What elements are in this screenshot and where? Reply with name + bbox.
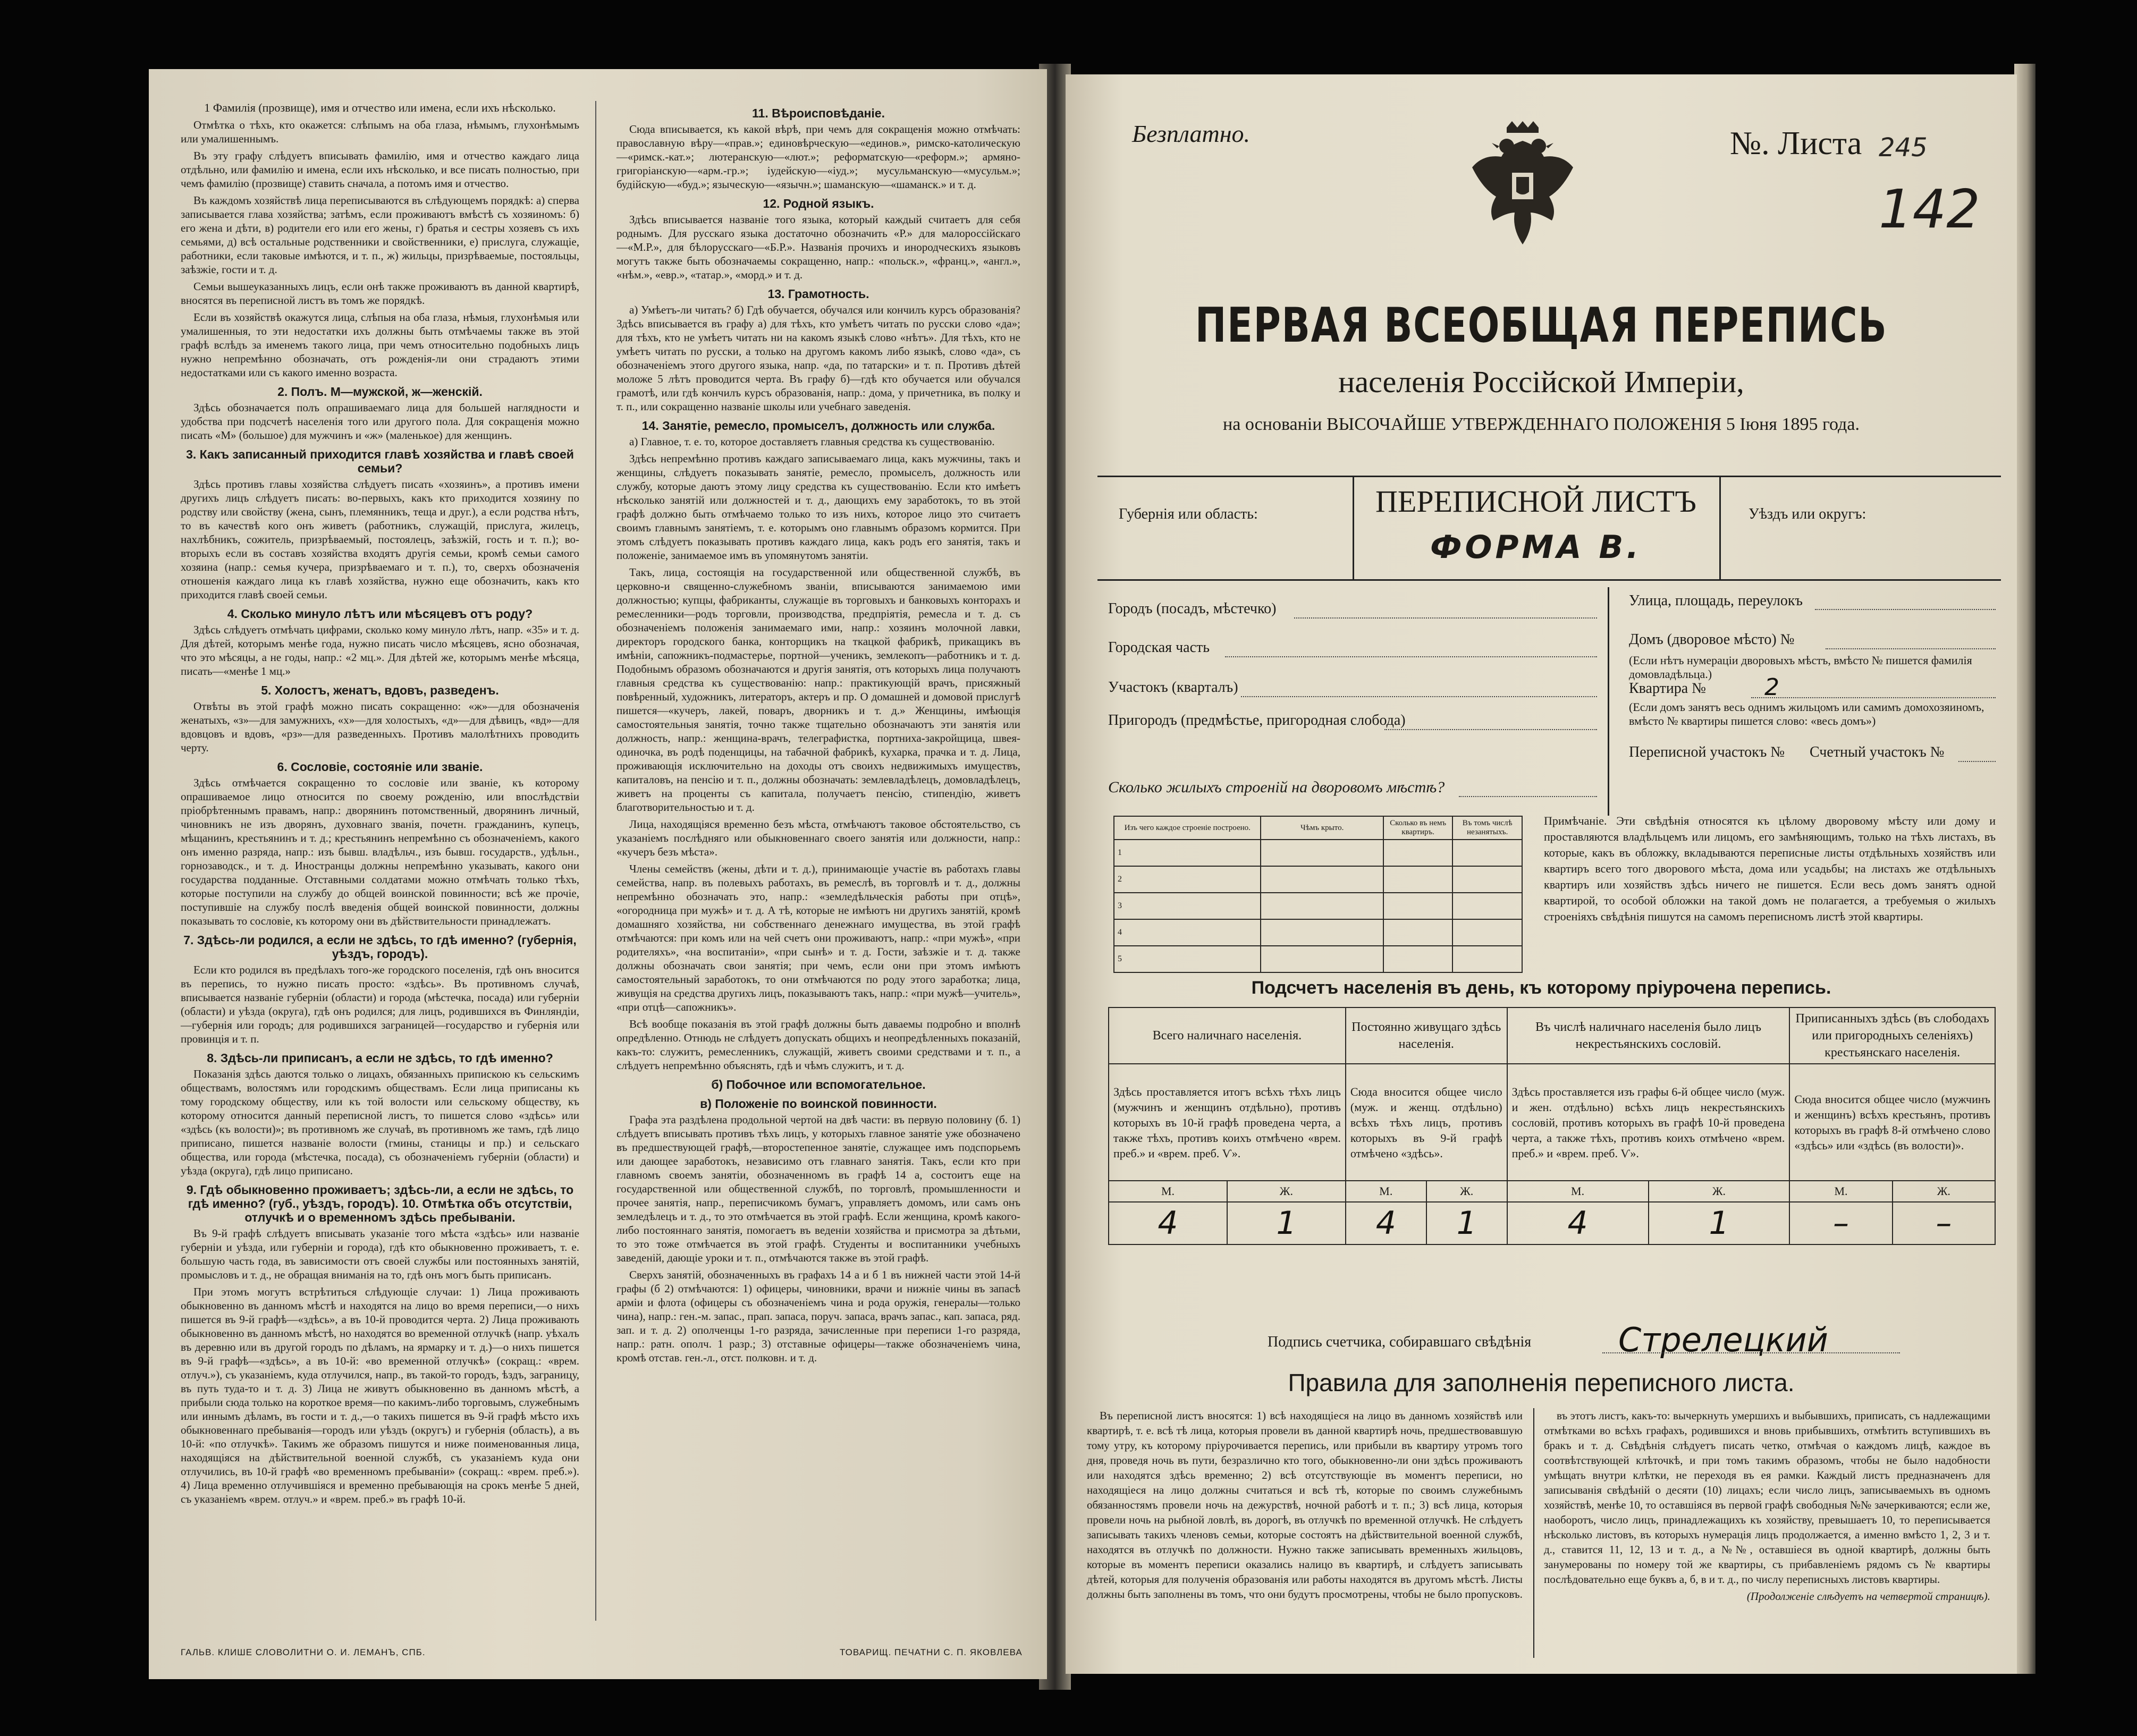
apartment-label: Квартира № <box>1629 680 1706 697</box>
paragraph: 1 Фамилія (прозвище), имя и отчество или имена, если ихъ нѣсколько. <box>204 101 556 114</box>
paragraph: Здѣсь обозначается полъ опрашиваемаго лица для большей наглядности и удобства при подсчетѣ населенія того или другого пола. Для сокращенія можно писать «М» (большое) для мужчинъ и «ж» (маленькое) для женщинъ. <box>181 401 579 442</box>
paragraph: Сюда вписывается, къ какой вѣрѣ, при чемъ для сокращенія можно отмѣчать: православную вѣру—«прав.»; единовѣрческую—«единов.», римско-католическую—«римск.-кат.»; лютеранскую—«лют.»; реформатскую—«реформ.»; армяно-григоріанскую—«арм.-гр.»; іудейскую—«іуд.»; мусульманскую—«мусульм.»; будійскую—«буд.»; языческую—«язычн.»; шаманскую—«шаманск.» и т. д. <box>616 123 1020 191</box>
count-header-row <box>1109 1007 1995 1064</box>
section-heading: в) Положеніе по воинской повинности. <box>700 1097 937 1111</box>
paragraph: Въ эту графу слѣдуетъ вписывать фамилію, имя и отчество каждаго лица отдѣльно, или фамилію и имена, если ихъ нѣсколько, и все писать полностью, при чемъ фамилію (прозвище) ставить сначала, а потомъ имя и отчество. <box>181 149 579 190</box>
paragraph: При этомъ могутъ встрѣтиться слѣдующіе случаи: 1) Лица проживають обыкновенно въ данномъ мѣстѣ и находятся на лицо во время переписи,—о нихъ пишется въ 9-й графѣ—«здѣсь», а въ 10-й проводится черта. 2) Лица проживають обыкновенно въ данномъ мѣстѣ, но находятся во временной отлучкѣ (напр. уѣхалъ въ деревню или въ другой городъ по дѣламъ, на ярмарку и т. д.)—о нихъ пишется въ 9-й графѣ—«здѣсь», а въ 10-й: «во временной отлучкѣ» (сокращ.: «врем. отлуч.»), съ указаніемъ, куда отлучился, напр., въ такой-то городъ, ѣздъ, заграницу, въ путь туда-то и т. д. 3) Лица не живутъ обыкновенно въ данномъ мѣстѣ, а прибыли сюда только на короткое время—по какимъ-либо торговымъ, служебнымъ или иннымъ дѣламъ, въ гости и т. д.,—о такихъ пишется въ 9-й графѣ мѣсто ихъ обыкновеннаго пребыванія—городъ или уѣздъ (округъ) и губернія (область), а въ 10-й: «по отлучкѣ». Такимъ же образомъ пишутся и ниже поименованныя лица, находящіяся на дѣйствительной военной службѣ, съ указаніемъ куда они отлучились, въ 10-й графѣ «во временномъ пребываніи» (сокращ.: «врем. преб.»). 4) Лица временно отлучившіяся и временно пребывающія на срокъ менѣе 5 дней, съ указаніемъ «врем. отлуч.» и «врем. преб.» въ графѣ 10-й. <box>181 1285 579 1505</box>
city-field[interactable] <box>1294 617 1597 619</box>
count-value[interactable]: 4 <box>1109 1202 1227 1244</box>
bld-header-apartments: Сколько въ немъ квартиръ. <box>1383 816 1453 840</box>
district-field[interactable] <box>1241 696 1597 697</box>
table-cell[interactable] <box>1383 946 1453 972</box>
rules-column-left <box>1087 1408 1523 1602</box>
paragraph: Члены семействъ (жены, дѣти и т. д.), принимающіе участіе въ работахъ главы семейства, напр. въ полевыхъ работахъ, въ ремеслѣ, въ торговлѣ и т. д., должны непремѣнно обозначать это, напр.: «земледѣльческія работы при отцѣ», «огородница при мужѣ» и т. д. А тѣ, которые не имѣютъ ни другихъ занятій, кромѣ домашняго хозяйства, ни собственнаго денежнаго имущества, въ этой графѣ отмѣчаются: при комъ или на чей счетъ они проживаютъ, напр.: «при мужѣ», «при родителяхъ», «на воспитаніи», «при сынѣ» и т. д. Гости, заѣзжіе и т. д. также должны обозначать свои занятія; при чемъ, если они при этомъ имѣютъ самостоятельный заработокъ, то они отмѣчаются по роду этого заработка; лица, живущія на средства другихъ лицъ, показываютъ такъ, напр.: «при мужѣ—учитель», «при отцѣ—сапожникъ». <box>616 862 1020 1013</box>
header-rule-top <box>1097 476 2001 477</box>
paragraph: Здѣсь непремѣнно противъ каждаго записываемаго лица, какъ мужчины, такъ и женщины, слѣдуетъ показывать занятіе, ремесло, промыселъ, должность или службу, которые даютъ этому лицу средства къ существованію. Если кто имѣетъ нѣсколько занятій или должностей и т. д., дающихъ ему заработокъ, то въ этой графѣ должно быть отмѣчаемо только то изъ нихъ, которое лицо это считаетъ своимъ главнымъ занятіемъ, т. е. которымъ оно главнымъ образомъ кормится. При этомъ слѣдуетъ показывать противъ каждаго лица, какъ родъ его занятія, такъ и положеніе, занимаемое имъ въ упомянутомъ занятіи. <box>616 452 1020 562</box>
section-heading: 11. Вѣроисповѣданіе. <box>752 106 885 120</box>
table-cell[interactable] <box>1383 919 1453 946</box>
section-heading: 9. Гдѣ обыкновенно проживаетъ; здѣсь-ли, а если не здѣсь, то гдѣ именно? (губ., уѣздъ, городъ). 10. Отмѣтка объ отсутствіи, отлучкѣ и о временномъ здѣсь пребываніи. <box>186 1183 574 1224</box>
count-header-non-peasant: Въ числѣ наличнаго населенія было лицъ некрестьянскихъ сословій. <box>1507 1007 1790 1064</box>
suburb-label: Пригородъ (предмѣстье, пригородная слобода) <box>1108 712 1406 729</box>
row-number: 3 <box>1114 893 1261 919</box>
table-cell[interactable] <box>1261 893 1383 919</box>
section-heading: 13. Грамотность. <box>767 287 869 301</box>
sex-male: М. <box>1507 1181 1649 1202</box>
table-cell[interactable] <box>1261 866 1383 893</box>
paragraph: Такъ, лица, состоящія на государственной или общественной службѣ, въ церковно-и священно-служебномъ званіи, вписываются занимаемою ими должностью; купцы, фабриканты, служащіе въ торговыхъ и банковыхъ конторахъ и ремесленники—родъ торговли, производства, предпріятія, ремесла и т. д. съ обозначеніемъ положенія занимаемаго ими, напр.: хозяинъ молочной лавки, директоръ городского банка, конторщикъ на ткацкой фабрикѣ, прикащикъ въ имѣніи, сапожникъ-подмастерье, портной—ученикъ, землекопъ—работникъ и т. д. Подобнымъ образомъ обозначаются и другія занятія, отъ которыхъ лица получаютъ главныя средства къ существованію: напр.: практикующій врачъ, присяжный повѣренный, художникъ, литераторъ, актеръ и пр. О домашней и домовой прислугѣ пишется—«кучеръ, лакей, поваръ, дворникъ и т. д.» Женщины, имѣющія самостоятельныя занятія, точно также тщательно обозначаютъ эти занятія или должность, напр.: женщина-врачъ, телеграфистка, портниха-закройщица, швея-одиночка, въ родѣ поденщицы, на табачной фабрикѣ, кухарка, прачка и т. д. Лица, проживающія исключительно на доходы отъ своихъ недвижимыхъ имуществъ, капиталовъ, на пенсію и т. п., должны обозначать: землевладѣлецъ, домовладѣлецъ, живетъ на проценты съ капитала, получаетъ пенсію, стипендію, живетъ благотворительностью и т. д. <box>616 566 1020 814</box>
census-district-label: Переписной участокъ № <box>1629 744 1785 760</box>
table-row <box>1114 946 1522 972</box>
count-value[interactable]: 1 <box>1649 1202 1790 1244</box>
paragraph: Если кто родился въ предѣлахъ того-же городского поселенія, гдѣ онъ вносится въ перепись, то нужно писать просто: «здѣсь». Въ противномъ случаѣ, вписывается названіе губерніи (области) и города (мѣстечка, посада) или губерніи (области) и уѣзда (округа), гдѣ онъ родился; для лицъ, родившихся въ Финляндіи,—губернія или городъ; для родившихся заграницей—государство и губернія или провинція и т. п. <box>181 963 579 1045</box>
count-district-field[interactable] <box>1958 761 1996 762</box>
section-heading: 8. Здѣсь-ли приписанъ, а если не здѣсь, то гдѣ именно? <box>207 1051 553 1065</box>
right-page <box>1066 74 2017 1674</box>
paragraph: Сверхъ занятій, обозначенныхъ въ графахъ 14 а и б 1 въ нижней части этой 14-й графы (б 2) отмѣчаются: 1) офицеры, чиновники, врачи и нижніе чины въ запасѣ арміи и флота (офицеры съ обозначеніемъ чина и рода оружія, генералы—только чина), напр.: ген.-м. запас., прап. запаса, поруч. запаса, врачъ запас., кап. запаса, ряд. зап. и т. д. 2) ополченцы 1-го разряда, зачисленные при переписи 1-го разряда, напр.: ратн. ополч. 1 разр.; 3) отставные офицеры—также обозначеніемъ чина, кромѣ отстав. ген.-л., отст. полковн. и т. д. <box>616 1268 1020 1364</box>
paragraph: а) Умѣетъ-ли читать? б) Гдѣ обучается, обучался или кончилъ курсъ образованія? Здѣсь вписывается въ графу а) для тѣхъ, кто умѣетъ читать по русски слово «да»; для тѣхъ, кто не умѣетъ читать ни на какомъ языкѣ слово «нѣтъ». Для тѣхъ, кто не умѣетъ читать по русски, а только на другомъ какомъ либо языкѣ, слово «да», съ обозначеніемъ этого другого языка, напр. «да, по татарски» и т. п. Противъ дѣтей моложе 5 лѣтъ проводится черта. Въ графу б)—гдѣ кто обучается или обучался грамотѣ, или гдѣ кончилъ курсъ образованія, напр.: дома, у причетника, въ полку и т. п., или сокращенно названіе школы или учебнаго заведенія. <box>616 303 1020 413</box>
sex-male: М. <box>1346 1181 1426 1202</box>
row-number: 2 <box>1114 866 1261 893</box>
bld-header-material: Изъ чего каждое строеніе построено. <box>1114 816 1261 840</box>
house-label: Домъ (дворовое мѣсто) № <box>1629 631 1795 648</box>
table-cell[interactable] <box>1452 919 1522 946</box>
buildings-question: Сколько жилыхъ строеній на дворовомъ мѣстѣ? <box>1108 778 1445 796</box>
house-note: (Если нѣтъ нумераціи дворовыхъ мѣстъ, вмѣсто № пишется фамилія домовладѣльца.) <box>1629 654 1972 681</box>
paragraph: а) Главное, т. е. то, которое доставляетъ главныя средства къ существованію. <box>629 435 995 448</box>
section-heading: 5. Холостъ, женатъ, вдовъ, разведенъ. <box>261 683 499 697</box>
table-row <box>1114 919 1522 946</box>
section-heading: 4. Сколько минуло лѣтъ или мѣсяцевъ отъ роду? <box>227 607 533 621</box>
section-heading: б) Побочное или вспомогательное. <box>711 1078 926 1091</box>
table-cell[interactable] <box>1383 893 1453 919</box>
paragraph: Здѣсь вписывается названіе того языка, который каждый считаетъ для себя роднымъ. Для русскаго языка достаточно обозначить «Р.» для малороссійскаго—«М.Р.», для бѣлорусскаго—«Б.Р.». Названія прочихъ и инородческихъ языковъ могутъ также быть обозначаемы сокращенно, напр.: «польск.», «франц.», «англ.», «нѣм.», «евр.», «татар.», «морд.» и т. д. <box>616 213 1020 281</box>
paragraph: Графа эта раздѣлена продольной чертой на двѣ части: въ первую половину (б. 1) слѣдуетъ вписывать противъ тѣхъ лицъ, у которыхъ главное занятіе уже обозначено въ предшествующей графѣ,—второстепенное занятіе, служащее имъ подспорьемъ или дающее заработокъ, независимо отъ главнаго занятія. Такъ, если кто при главномъ своемъ занятіи, обозначенномъ въ графѣ 14 а, состоитъ еще на государственной или общественной службѣ, по торговлѣ, промышленности и прочее занятія, напр., переписчикомъ бумагъ, управляетъ домомъ, или самъ онъ земледѣлецъ и т. д., то это отмѣчается въ этой графѣ. Если женщина, кромѣ какого-либо постояннаго занятія, помогаетъ въ веденіи хозяйства и присмотра за дѣтьми, то это тоже отмѣчается въ этой графѣ. Студенты и воспитанники учебныхъ заведеній, дающіе уроки и т. п., отмѣчаются также въ этой графѣ. <box>616 1113 1020 1264</box>
rules-divider <box>1533 1408 1534 1658</box>
city-label: Городъ (посадъ, мѣстечко) <box>1108 600 1277 617</box>
row-number: 5 <box>1114 946 1261 972</box>
address-divider <box>1608 587 1609 816</box>
sex-female: Ж. <box>1893 1181 1995 1202</box>
section-heading: 3. Какъ записанный приходится главѣ хозяйства и главѣ своей семьи? <box>186 447 574 475</box>
count-values-row <box>1109 1202 1995 1244</box>
paragraph: Въ каждомъ хозяйствѣ лица переписываются въ слѣдующемъ порядкѣ: а) сперва записывается глава хозяйства; затѣмъ, если проживаютъ вмѣстѣ съ хозяиномъ: б) его жена и дѣти, в) родители его или его жены, г) братья и сестры хозяевъ съ ихъ семьями, д) всѣ остальные родственники и свойственники, е) прислуга, служащіе, работники, если таковые имѣются, и т. п., ж) жильцы, призрѣваемые, постояльцы, заѣзжіе, гости и т. д. <box>181 194 579 276</box>
sheet-number-handwritten-2: 142 <box>1879 178 1980 240</box>
table-cell[interactable] <box>1452 866 1522 893</box>
table-cell[interactable] <box>1452 840 1522 866</box>
buildings-table <box>1113 816 1523 973</box>
buildings-field[interactable] <box>1459 796 1597 797</box>
count-desc-present: Здѣсь проставляется итогъ всѣхъ тѣхъ лицъ (мужчинъ и женщинъ отдѣльно), противъ которыхъ въ 10-й графѣ проведена черта, а также тѣхъ, противъ коихъ отмѣчено «врем. преб.» и «врем. преб. Ѵ». <box>1109 1064 1346 1181</box>
table-cell[interactable] <box>1452 946 1522 972</box>
count-desc-non-peasant: Здѣсь проставляется изъ графы 6-й общее число (муж. и жен. отдѣльно) всѣхъ лицъ некрестьянскихъ сословій, противъ которыхъ въ графѣ 10-й проведена черта, а также тѣхъ, противъ коихъ отмѣчено «врем. преб.» и «врем. преб. Ѵ». <box>1507 1064 1790 1181</box>
rules-column-right <box>1544 1408 1990 1604</box>
apartment-handwritten: 2 <box>1764 674 1779 701</box>
sex-female: Ж. <box>1649 1181 1790 1202</box>
instructions-column-left <box>181 101 579 1509</box>
page-edge <box>2014 64 2035 1674</box>
printer-footer-left: ГАЛЬВ. КЛИШЕ СЛОВОЛИТНИ О. И. ЛЕМАНЪ, СПБ. <box>181 1647 426 1657</box>
apartment-note: (Если домъ занятъ весь однимъ жильцомъ или самимъ домохозяиномъ, вмѣсто № квартиры пишется слово: «весь домъ») <box>1629 700 1984 727</box>
paragraph: Всѣ вообще показанія въ этой графѣ должны быть даваемы подробно и вполнѣ опредѣленно. Отнюдь не слѣдуетъ допускать общихъ и неопредѣленныхъ показаній, какъ-то: служитъ, ремесленникъ, служащій, живетъ своими средствами и т. п., а слѣдуетъ непремѣнно объяснять, гдѣ и чѣмъ служитъ, и т. д. <box>616 1018 1020 1072</box>
count-value[interactable]: 1 <box>1227 1202 1346 1244</box>
paragraph: Здѣсь противъ главы хозяйства слѣдуетъ писать «хозяинъ», а противъ имени другихъ лицъ слѣдуетъ писать: во-первыхъ, какъ кто приходится хозяину по родству или свойству (жена, сынъ, племянникъ, теща и друг.), а если родства нѣтъ, то въ качествѣ кого онъ живетъ (работникъ, служащій, прислуга, жилецъ, нахлѣбникъ, сожитель, призрѣваемый, постоялецъ, заѣзжій, гость и т. п.); во-вторыхъ если въ составъ хозяйства входятъ другія семьи, кромѣ семьи самого хозяина (напр.: семья кучера, призрѣваемаго и т. п.), то, сверхъ обозначенія отношенія каждаго лица къ главѣ хозяйства, нужно еще обозначить, какъ кто приходится главѣ своей семьи. <box>181 478 579 601</box>
count-value[interactable]: 1 <box>1426 1202 1507 1244</box>
paragraph: Отмѣтка о тѣхъ, кто окажется: слѣпымъ на оба глаза, нѣмымъ, глухонѣмымъ или умалишеннымъ. <box>181 118 579 145</box>
sheet-number-handwritten: 245 <box>1879 133 1928 163</box>
printer-footer-right: ТОВАРИЩ. ПЕЧАТНИ С. П. ЯКОВЛЕВА <box>840 1647 1023 1657</box>
bld-header-roof: Чѣмъ крыто. <box>1261 816 1383 840</box>
section-heading: 6. Сословіе, состояніе или званіе. <box>277 760 483 774</box>
census-title: ПЕРВАЯ ВСЕОБЩАЯ ПЕРЕПИСЬ <box>1195 298 1888 353</box>
table-cell[interactable] <box>1452 893 1522 919</box>
sex-male: М. <box>1789 1181 1892 1202</box>
table-row <box>1114 840 1522 866</box>
street-label: Улица, площадь, переулокъ <box>1629 592 1803 609</box>
count-header-present: Всего наличнаго населенія. <box>1109 1007 1346 1064</box>
enumerator-signature: Стрелецкий <box>1618 1320 1828 1359</box>
section-heading: 7. Здѣсь-ли родился, а если не здѣсь, то гдѣ именно? (губернія, уѣздъ, городъ). <box>183 933 577 961</box>
section-heading: 2. Полъ. М—мужской, ж—женскій. <box>277 385 483 399</box>
form-title: ПЕРЕПИСНОЙ ЛИСТЪ <box>1375 484 1696 519</box>
signature-line[interactable] <box>1602 1352 1900 1353</box>
census-basis: на основаніи ВЫСОЧАЙШЕ УТВЕРЖДЕННАГО ПОЛОЖЕНІЯ 5 Іюня 1895 года. <box>1223 414 1860 434</box>
table-row <box>1114 866 1522 893</box>
paragraph: Если въ хозяйствѣ окажутся лица, слѣпыя на оба глаза, нѣмыя, глухонѣмыя или умалишенныя, то эти недостатки ихъ должны быть отмѣчаемы также въ этой графѣ вслѣдъ за именемъ такого лица, при чемъ относительно подобныхъ лицъ нужно непремѣнно обозначать, отъ рожденія-ли они страдаютъ этими недостатками или съ какого именно возраста. <box>181 311 579 379</box>
double-headed-eagle-emblem <box>1469 117 1576 250</box>
count-header-resident: Постоянно живущаго здѣсь населенія. <box>1346 1007 1507 1064</box>
rules-text-right: въ этотъ листъ, какъ-то: вычеркнуть умершихъ и выбывшихъ, приписать, съ надлежащими отмѣтками во всѣхъ графахъ, родившихся и вновь прибывшихъ, отмѣтить вступившихъ въ бракъ и т. д. Свѣдѣнія слѣдуетъ писать четко, отмѣчая о каждомъ лицѣ, каждое въ соотвѣтствующей клѣточкѣ, и при томъ такимъ образомъ, чтобы не было надобности умѣщать внутри клѣтки, не переходя въ ея рамки. Каждый листъ предназначенъ для записыванія свѣдѣній о десяти (10) лицахъ; если число лицъ, записываемыхъ въ одномъ хозяйствѣ, менѣе 10, то оставшіяся въ первой графѣ свободныя №№ зачеркиваются; если же, наоборотъ, число лицъ, принадлежащихъ къ хозяйству, превышаетъ 10, то переписывается нѣсколько листовъ, въ которыхъ нумерація лицъ продолжается, а именно вмѣсто 1, 2, 3 и т. д., ставится 11, 12, 13 и т. д., а №№, оставшіеся въ одной квартирѣ, должны быть занумерованы по номеру той же квартиры, съ прибавленіемъ рядомъ съ № квартиры послѣдовательно еще буквъ а, б, в и т. д., по числу переписныхъ листовъ квартиры. <box>1544 1409 1990 1586</box>
table-cell[interactable] <box>1261 840 1383 866</box>
header-rule-right <box>1719 476 1721 579</box>
count-sex-row <box>1109 1181 1995 1202</box>
census-subtitle: населенія Россійской Имперіи, <box>1338 365 1744 399</box>
form-subtitle: ФОРМА В. <box>1430 529 1642 566</box>
uezd-label: Уѣздъ или округъ: <box>1749 506 1866 522</box>
section-heading: 12. Родной языкъ. <box>763 197 874 210</box>
count-desc-row <box>1109 1064 1995 1181</box>
gubernia-label: Губернія или область: <box>1119 506 1258 522</box>
rules-title: Правила для заполненія переписного листа. <box>1288 1369 1795 1396</box>
rules-continuation: (Продолженіе слѣдуетъ на четвертой страницѣ). <box>1746 1590 1990 1603</box>
paragraph: Отвѣты въ этой графѣ можно писать сокращенно: «ж»—для обозначенія женатыхъ, «з»—для замужнихъ, «х»—для холостыхъ, «д»—для дѣвицъ, «вд»—для вдовцовъ и вдовъ, «рз»—для разведенныхъ. Противъ малолѣтнихъ проводить черту. <box>181 700 579 754</box>
paragraph: Въ 9-й графѣ слѣдуетъ вписывать указаніе того мѣста «здѣсь» или названіе губерніи и уѣзда, или губерніи и города), гдѣ кто обыкновенно проживаетъ, т. е. большую часть года, въ зависимости отъ своей службы или постоянныхъ занятій, промысловъ и т. д., не обращая вниманія на то, гдѣ онъ могъ быть приписанъ. <box>181 1227 579 1281</box>
row-number: 1 <box>1114 840 1261 866</box>
sex-female: Ж. <box>1426 1181 1507 1202</box>
table-cell[interactable] <box>1261 946 1383 972</box>
city-part-field[interactable] <box>1225 656 1597 657</box>
paragraph: Показанія здѣсь даются только о лицахъ, обязанныхъ припискою къ сельскимъ обществамъ, волостямъ или городскимъ обществамъ. Если лица приписаны къ тому городскому обществу, или къ той волости или сельскому обществу, къ которому относится данный переписной листъ, то пишется слово «здѣсь» или «здѣсь (къ волости)»; въ противномъ же случаѣ, въ противномъ же тамъ, гдѣ лицо приписано, пишется названіе волости (гмины, станицы и пр.) и сельскаго общества, или города (мѣстечка, посада), съ обозначеніемъ губерніи (области) и уѣзда (округа), гдѣ лицо приписано. <box>181 1068 579 1177</box>
population-count-table <box>1108 1007 1996 1245</box>
table-cell[interactable] <box>1383 840 1453 866</box>
buildings-table-header <box>1114 816 1522 840</box>
row-number: 4 <box>1114 919 1261 946</box>
sex-female: Ж. <box>1227 1181 1346 1202</box>
count-value[interactable]: – <box>1893 1202 1995 1244</box>
table-cell[interactable] <box>1261 919 1383 946</box>
count-value[interactable]: 4 <box>1346 1202 1426 1244</box>
street-field[interactable] <box>1815 609 1996 610</box>
paragraph: Здѣсь слѣдуетъ отмѣчать цифрами, сколько кому минуло лѣтъ, напр. «35» и т. д. Для дѣтей, которымъ менѣе года, нужно писать число мѣсяцевъ, ясно обозначая, что это мѣсяцы, а не годы, напр.: «2 мц.». Для дѣтей же, которымъ менѣе мѣсяца, писать—«менѣе 1 мц.» <box>181 623 579 678</box>
left-page <box>149 69 1047 1679</box>
count-desc-resident: Сюда вносится общее число (муж. и женщ. отдѣльно) всѣхъ тѣхъ лицъ, противъ которыхъ въ 9-й графѣ отмѣчено «здѣсь». <box>1346 1064 1507 1181</box>
count-desc-peasant: Сюда вносится общее число (мужчинъ и женщинъ) всѣхъ крестьянъ, противъ которыхъ въ графѣ 8-й отмѣчено слово «здѣсь» или «здѣсь (въ волости)». <box>1789 1064 1995 1181</box>
paragraph: Семьи вышеуказанныхъ лицъ, если онѣ также проживаютъ въ данной квартирѣ, вносятся въ переписной листъ въ томъ же порядкѣ. <box>181 280 579 307</box>
house-field[interactable] <box>1826 648 1996 649</box>
paragraph: Лица, находящіяся временно безъ мѣста, отмѣчаютъ таковое обстоятельство, съ указаніемъ послѣдняго или обыкновеннаго своего занятія или должности, напр.: «кучеръ безъ мѣста». <box>616 818 1020 858</box>
count-value[interactable]: 4 <box>1507 1202 1649 1244</box>
district-label: Участокъ (кварталъ) <box>1108 679 1238 696</box>
suburb-field[interactable] <box>1384 729 1597 730</box>
count-header-peasant: Приписанныхъ здѣсь (въ слободахъ или пригородныхъ селеніяхъ) крестьянскаго населенія. <box>1789 1007 1995 1064</box>
buildings-note: Примѣчаніе. Эти свѣдѣнія относятся къ цѣлому дворовому мѣсту или дому и проставляются владѣльцемъ или лицомъ, его замѣняющимъ, только на тѣхъ листахъ, въ которые, какъ въ обложку, вкладываются переписные листы отдѣльныхъ хозяйствъ или квартиръ всего того дворового мѣста, дома или усадьбы; на листахъ же отдѣльныхъ квартиръ или хозяйствъ здѣсь ничего не пишется. Если весь домъ занятъ одной квартирой, то особой обложки на такой домъ не полагается, а требуемыя о жилыхъ строеніяхъ свѣдѣнія пишутся на самомъ переписномъ листѣ этой квартиры. <box>1544 814 1996 923</box>
sex-male: М. <box>1109 1181 1227 1202</box>
paragraph: Здѣсь отмѣчается сокращенно то сословіе или званіе, къ которому опрашиваемое лицо относится по своему рожденію, или впослѣдствіи пріобрѣтеннымъ правамъ, напр.: дворянинъ потомственный, дворянинъ личный, чиновникъ не изъ дворянъ, духовнаго званія, почетн. гражданинъ, купецъ, мѣщанинъ, крестьянинъ и т. д.; крестьянинъ непремѣнно съ обозначеніемъ, какого онъ именно разряда, напр.: изъ бывш. владѣльч., изъ бывш. государств., удѣльн., горнозаводск., и т. д. Иностранцы должны непремѣнно указывать, какого они государства подданные. Отставными солдатами можно отмѣчать только тѣхъ, которые поступили на службу до общей воинской повинности; всѣ же прочіе, поступившіе на службу послѣ введенія общей воинской повинности, должны показывать то сословіе, къ которому они въ дѣйствительности принадлежатъ. <box>181 776 579 927</box>
section-heading: 14. Занятіе, ремесло, промыселъ, должность или служба. <box>641 419 995 433</box>
column-divider <box>595 101 596 1621</box>
bld-header-vacant: Въ томъ числѣ незанятыхъ. <box>1452 816 1522 840</box>
sheet-number-label: №. Листа <box>1730 125 1862 162</box>
enumerator-signature-label: Подпись счетчика, собиравшаго свѣдѣнія <box>1268 1334 1532 1350</box>
table-row <box>1114 893 1522 919</box>
count-district-label: Счетный участокъ № <box>1810 744 1945 760</box>
count-value[interactable]: – <box>1789 1202 1892 1244</box>
apartment-field[interactable] <box>1751 697 1996 698</box>
free-label: Безплатно. <box>1132 120 1251 147</box>
city-part-label: Городская часть <box>1108 639 1210 656</box>
table-cell[interactable] <box>1383 866 1453 893</box>
header-rule-bottom <box>1097 579 2001 581</box>
instructions-column-right <box>616 101 1020 1368</box>
population-count-title: Подсчетъ населенія въ день, къ которому пріурочена перепись. <box>1251 978 1831 998</box>
rules-text-left: Въ переписной листъ вносятся: 1) всѣ находящіеся на лицо въ данномъ хозяйствѣ или квартирѣ, т. е. всѣ тѣ лица, которыя провели въ данной квартирѣ ночь, предшествовавшую тому утру, къ которому пріурочивается перепись, или прибыли въ квартиру утромъ того дня, проведя ночь въ пути, безразлично кто того, обыкновенно-ли они здѣсь проживаютъ или находятся здѣсь временно; 2) всѣ отсутствующіе въ моментъ переписи, но находящіеся на лицо должны считаться и всѣ тѣ, которые по своимъ служебнымъ обязанностямъ провели ночь на дежурствѣ, ночной работѣ и т. п.; 3) всѣ лица, которыя провели ночь на рыбной ловлѣ, въ дорогѣ, въ отлучкѣ по временной отлучкѣ. Не слѣдуетъ записывать такихъ членовъ семьи, которые состоятъ на дѣйствительной военной службѣ, находятся въ отлучкѣ по должности. Нужно также записывать временныхъ жильцовъ, которые въ моментъ переписи оказались налицо въ квартирѣ, и слѣдуетъ записывать дѣтей, которыя для полученія образованія или работы находятся въ другомъ мѣстѣ. Листы должны быть заполнены въ томъ, что они будутъ просмотрены, чтобы не было пропусковъ. <box>1087 1409 1523 1600</box>
